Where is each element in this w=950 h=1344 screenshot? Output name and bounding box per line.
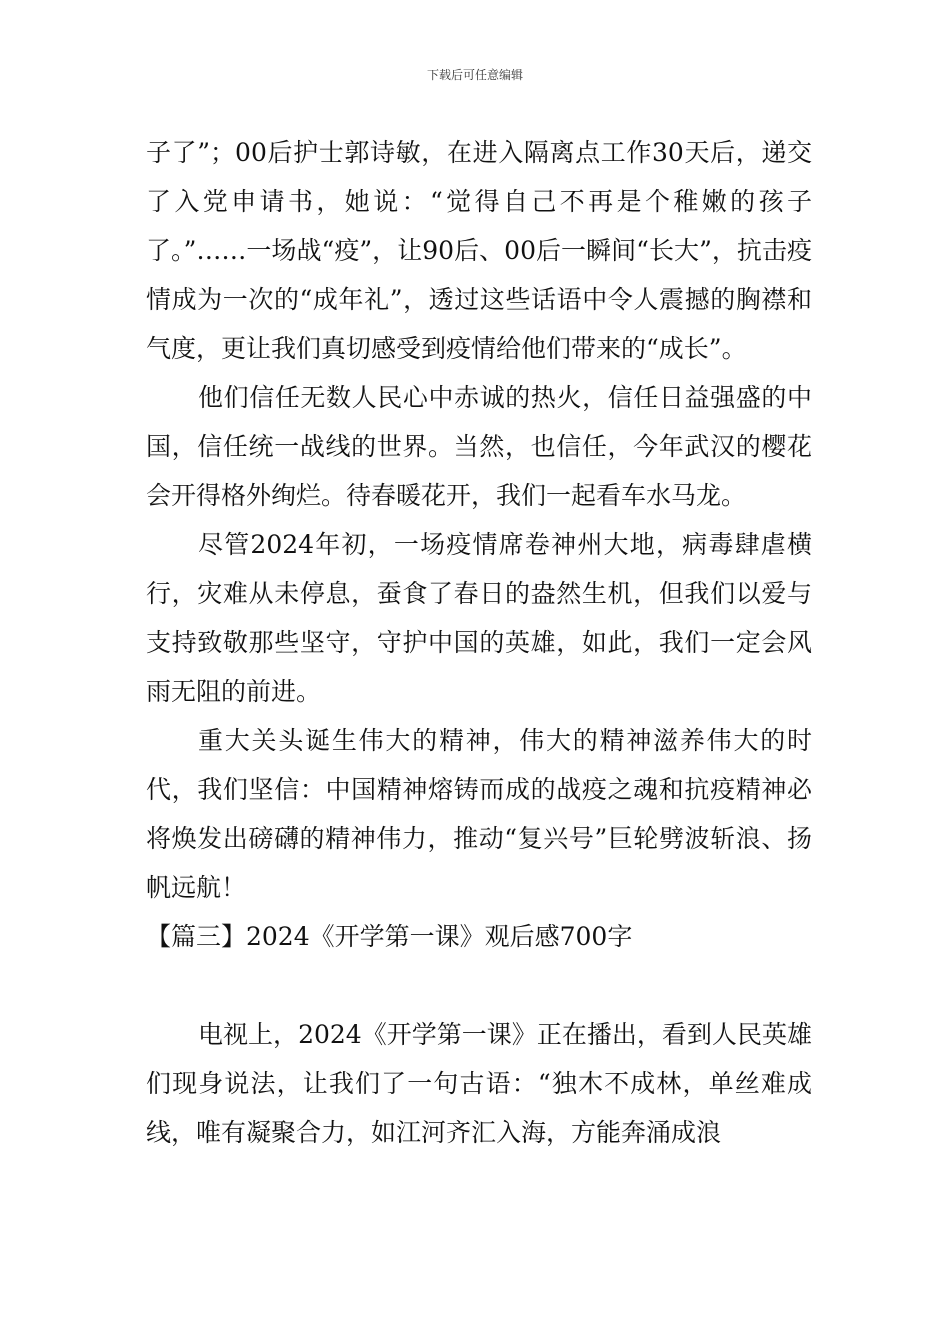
paragraph-tv: 电视上，2024《开学第一课》正在播出，看到人民英雄们现身说法，让我们了一句古语：“独木不成林，单丝难成线，唯有凝聚合力，如江河齐汇入海，方能奔涌成浪 bbox=[146, 1020, 812, 1147]
paragraph-despite: 尽管2024年初，一场疫情席卷神州大地，病毒肆虐横行，灾难从未停息，蚕食了春日的盎然生机，但我们以爱与支持致敬那些坚守，守护中国的英雄，如此，我们一定会风雨无阻的前进。 bbox=[146, 530, 812, 706]
paragraph-trust: 他们信任无数人民心中赤诚的热火，信任日益强盛的中国，信任统一战线的世界。当然，也信任，今年武汉的樱花会开得格外绚烂。待春暖花开，我们一起看车水马龙。 bbox=[146, 383, 812, 510]
paragraph-continuation: 子了”；00后护士郭诗敏，在进入隔离点工作30天后，递交了入党申请书，她说：“觉得自己不再是个稚嫩的孩子了。”……一场战“疫”，让90后、00后一瞬间“长大”，抗击疫情成为一次的“成年礼”，透过这些话语中令人震撼的胸襟和气度，更让我们真切感受到疫情给他们带来的“成长”。 bbox=[146, 138, 812, 363]
page-header-note: 下载后可任意编辑 bbox=[426, 68, 523, 82]
section-heading: 【篇三】2024《开学第一课》观后感700字 bbox=[146, 922, 633, 951]
document-body bbox=[146, 128, 812, 1157]
paragraph-spirit: 重大关头诞生伟大的精神，伟大的精神滋养伟大的时代，我们坚信：中国精神熔铸而成的战疫之魂和抗疫精神必将焕发出磅礴的精神伟力，推动“复兴号”巨轮劈波斩浪、扬帆远航！ bbox=[146, 726, 812, 902]
